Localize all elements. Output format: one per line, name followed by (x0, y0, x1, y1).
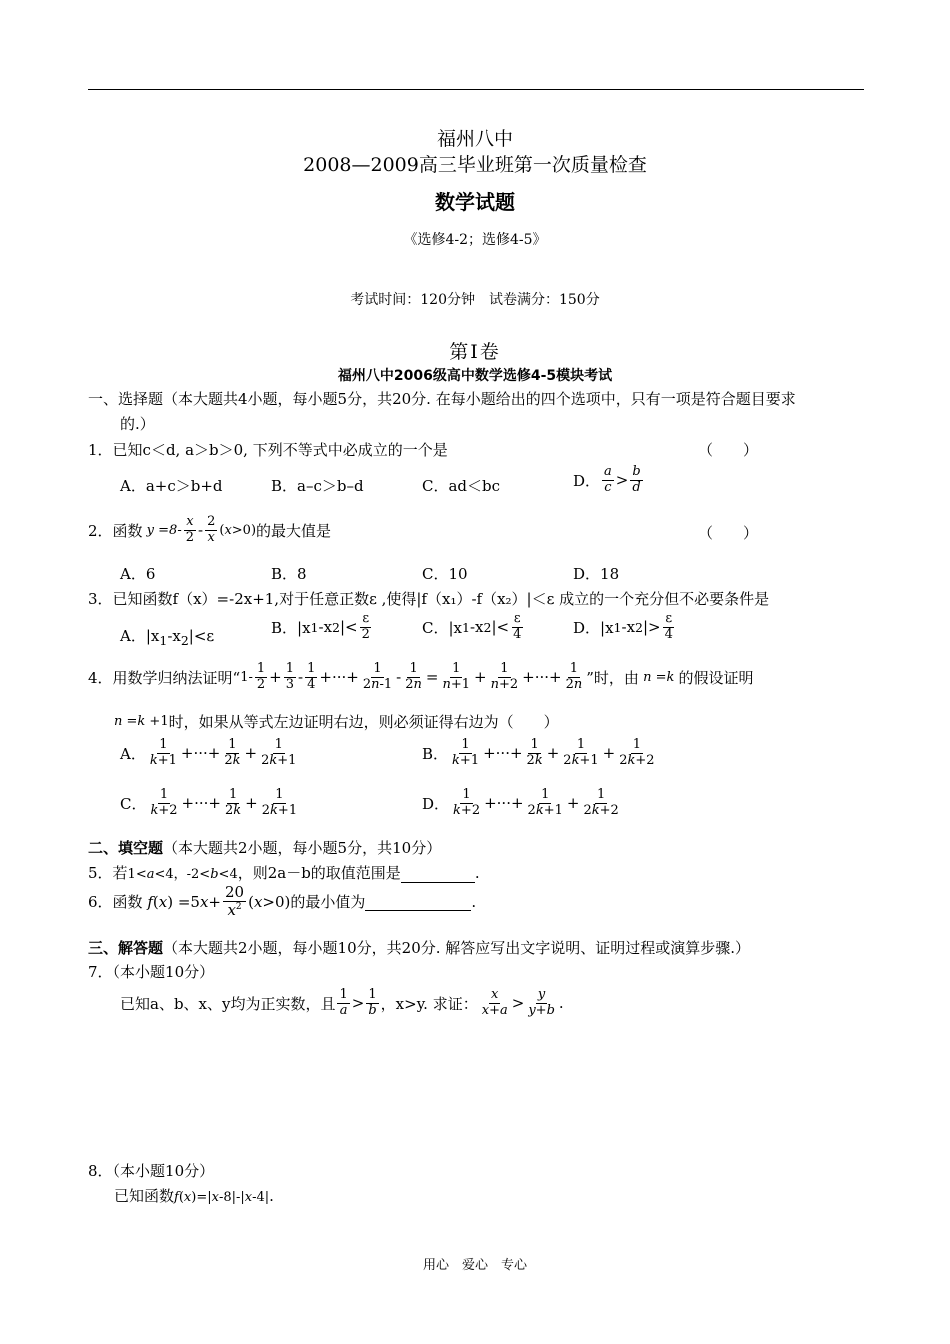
section1-heading-cont: 的.） (120, 415, 155, 433)
q8-text: 已知函数f(x)=|x-8|-|x-4|. (114, 1187, 274, 1205)
q7-title: 7．（本小题10分） (88, 963, 215, 981)
q1-bracket: （ ） (698, 441, 759, 459)
q1-option-d: D． $\frac{a}{c}$ > $\frac{b}{d}$ (573, 464, 641, 495)
top-rule (88, 89, 864, 90)
modules-line: 《选修4-2；选修4-5》 (403, 232, 547, 248)
q4-option-c: C． $\frac{1}{k+2}$ +···+ $\frac{1}{2k}$ + $\frac{1}{2k+1}$ (120, 787, 298, 818)
q4-text: 4．用数学归纳法证明“ 1- $\frac{1}{2}$ + $\frac{1}{3}$ - $\frac{1}{4}$ +···+ $\frac{1}{2n-1}$ - $\frac{1}{2n}$ = $\frac{1}{n+1}$ + $\frac{1}{n+2}$ +···+ $\frac{1}{2n}$ ”时，由 n =k 的假设证明 (88, 661, 754, 692)
page-footer: 用心 爱心 专心 (422, 1258, 527, 1273)
section2-heading: 二、填空题（本大题共2小题，每小题5分，共10分） (88, 839, 442, 857)
q1-option-c: C．ad＜bc (422, 477, 501, 495)
q3-option-d: D．|x 1 -x 2 |> $\frac{\varepsilon}{4}$ (573, 611, 673, 642)
q2-option-c: C．10 (422, 565, 468, 583)
q4-option-b: B． $\frac{1}{k+1}$ +···+ $\frac{1}{2k}$ + $\frac{1}{2k+1}$ + $\frac{1}{2k+2}$ (422, 737, 655, 768)
section3-heading: 三、解答题（本大题共2小题，每小题10分，共20分. 解答应写出文字说明、证明过程或演算步骤.） (88, 939, 751, 957)
q7-text: 已知a、b、x、y均为正实数，且 $\frac{1}{a}$ > $\frac{1}{b}$ ，x>y. 求证： $\frac{x}{x+a}$ > $\frac{y}{y+b}$ . (120, 987, 564, 1018)
q1-option-b: B．a–c＞b–d (271, 477, 364, 495)
time-info: 考试时间：120分钟 试卷满分：150分 (350, 292, 600, 308)
q3-option-c: C．|x 1 -x 2 |< $\frac{\varepsilon}{4}$ (422, 611, 522, 642)
q4-option-a: A． $\frac{1}{k+1}$ +···+ $\frac{1}{2k}$ + $\frac{1}{2k+1}$ (120, 737, 297, 768)
q2-bracket: （ ） (698, 524, 759, 542)
q2-option-b: B．8 (271, 565, 307, 583)
q2-option-d: D．18 (573, 565, 620, 583)
q2-option-a: A．6 (120, 565, 156, 583)
q3-option-a: A．$|x_1-x_2|<\varepsilon$ (120, 627, 215, 648)
q2-text: 2．函数 y =8- $\frac{x}{2}$ - $\frac{2}{x}$ (x>0) 的最大值是 (88, 514, 332, 545)
q1-text: 1．已知c＜d, a＞b＞0, 下列不等式中必成立的一个是 (88, 441, 448, 459)
q6-text: 6．函数 f ( x ) =5 x + $\frac{20}{x^2}$ ( x >0) 的最小值为 . (88, 883, 477, 920)
school-name: 福州八中 (436, 128, 513, 150)
volume-label: 第Ⅰ卷 (449, 341, 501, 363)
q8-title: 8．（本小题10分） (88, 1162, 215, 1180)
q5-text: 5．若1<a<4，-2<b<4，则2a－b的取值范围是 . (88, 864, 480, 882)
q3-option-b: B．|x 1 -x 2 |< $\frac{\varepsilon}{2}$ (271, 611, 370, 642)
q3-text: 3．已知函数f（x）=-2x+1,对于任意正数ε ,使得|f（x₁）-f（x₂）|＜ε 成立的一个充分但不必要条件是 (88, 590, 770, 608)
subject-title: 数学试题 (435, 190, 515, 214)
q4-line2: n =k +1 时，如果从等式左边证明右边，则必须证得右边为（ ） (114, 713, 559, 731)
q4-option-d: D． $\frac{1}{k+2}$ +···+ $\frac{1}{2k+1}$ + $\frac{1}{2k+2}$ (422, 787, 619, 818)
exam-title: 2008—2009高三毕业班第一次质量检查 (303, 154, 647, 176)
exam-subtitle: 福州八中2006级高中数学选修4-5模块考试 (337, 368, 613, 384)
section1-heading: 一、选择题（本大题共4小题，每小题5分，共20分. 在每小题给出的四个选项中，只有一项是符合题目要求 (88, 390, 796, 408)
q1-option-a: A．a+c＞b+d (120, 477, 223, 495)
